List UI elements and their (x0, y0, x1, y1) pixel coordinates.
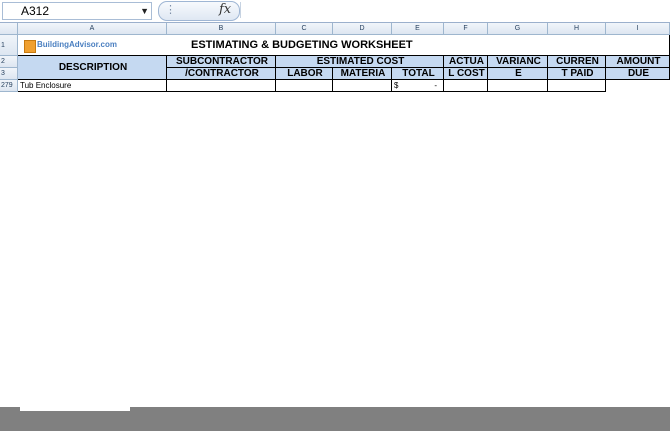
header-estimated-cost: ESTIMATED COST (276, 56, 444, 68)
chevron-down-icon[interactable]: ▼ (140, 6, 149, 16)
header-material: MATERIA (333, 68, 392, 80)
currency-symbol: $ (394, 81, 399, 90)
spreadsheet-grid (0, 23, 670, 407)
header-amount-2: DUE (606, 68, 670, 80)
column-header-b[interactable]: B (167, 23, 276, 35)
row-header[interactable]: 1 (0, 35, 18, 56)
grip-dots-icon[interactable]: ⋮ (165, 4, 176, 16)
column-header-i[interactable]: I (606, 23, 670, 35)
header-total: TOTAL (392, 68, 444, 80)
column-header-f[interactable]: F (444, 23, 488, 35)
row-header[interactable]: 2 (0, 56, 18, 68)
header-actual-2: L COST (444, 68, 488, 80)
column-header-c[interactable]: C (276, 23, 333, 35)
logo-text: BuildingAdvisor.com (37, 40, 118, 49)
header-amount: AMOUNT (606, 56, 670, 68)
header-labor: LABOR (276, 68, 333, 80)
cell-i[interactable] (548, 80, 606, 92)
column-header-g[interactable]: G (488, 23, 548, 35)
worksheet-title: ESTIMATING & BUDGETING WORKSHEET (167, 35, 670, 56)
formula-controls (158, 1, 240, 21)
cell-h[interactable] (488, 80, 548, 92)
name-box-value: A312 (21, 4, 50, 18)
column-header-e[interactable]: E (392, 23, 444, 35)
description-cell[interactable]: Tub Enclosure (18, 80, 167, 92)
logo (18, 35, 167, 56)
building-advisor-logo-icon (24, 40, 36, 53)
insert-function-icon[interactable]: fx (219, 2, 232, 17)
header-description: DESCRIPTION (18, 56, 167, 80)
header-current-2: T PAID (548, 68, 606, 80)
name-box[interactable] (2, 2, 152, 20)
note-clip (20, 407, 130, 411)
cell-d[interactable] (276, 80, 333, 92)
column-header-h[interactable]: H (548, 23, 606, 35)
cell-e[interactable] (333, 80, 392, 92)
header-variance-2: E (488, 68, 548, 80)
cell-g[interactable] (444, 80, 488, 92)
header-subcontractor-2: /CONTRACTOR (167, 68, 276, 80)
formula-input[interactable] (240, 2, 670, 18)
row-header[interactable]: 3 (0, 68, 18, 80)
header-subcontractor: SUBCONTRACTOR (167, 56, 276, 68)
column-header-a[interactable]: A (18, 23, 167, 35)
column-header-d[interactable]: D (333, 23, 392, 35)
cell-c[interactable] (167, 80, 276, 92)
header-variance: VARIANC (488, 56, 548, 68)
cell-value: - (434, 81, 437, 90)
select-all-corner[interactable] (0, 23, 18, 35)
row-header[interactable]: 279 (0, 80, 18, 92)
header-current: CURREN (548, 56, 606, 68)
formula-bar (0, 0, 670, 23)
cell-f[interactable] (392, 80, 444, 92)
header-actual: ACTUA (444, 56, 488, 68)
